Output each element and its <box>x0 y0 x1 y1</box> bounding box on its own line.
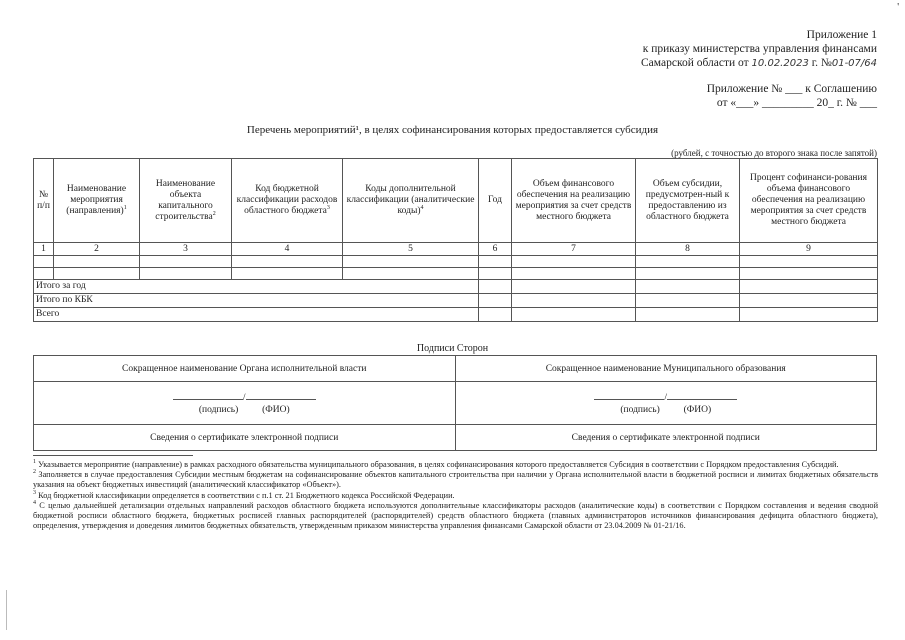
column-header <box>232 159 343 243</box>
signatures-table <box>33 355 877 451</box>
column-header <box>34 159 54 243</box>
footnote-text: Указывается мероприятие (направление) в рамках расходного обязательства муниципального образования, в целях софинансирования которого предоставляется Субсидия в соответствии с Порядком предоставления Субсидий. <box>38 460 839 469</box>
total-row <box>34 280 878 294</box>
header-line2: к приказу министерства управления финансами <box>642 43 877 55</box>
table-number-row <box>34 243 878 256</box>
footnote-number: 4 <box>33 500 36 507</box>
column-header-text: Год <box>488 195 502 205</box>
footnote-text: С целью дальнейшей детализации отдельных направлений расходов областного бюджета используются дополнительные классификаторы расходов (аналитические коды) в соответствии с Порядком составления и ведения сводной бюджетной росписи областного бюджета, бюджетных росписей главных распорядителей (распорядителей) средств областного бюджета (главных администраторов источников финансирования дефицита областного бюджета), определения, утверждения и доведения лимитов бюджетных обязательств, утвержденным приказом министерства управления финансами Самарской области от 23.04.2009 № 01-21/16. <box>33 500 879 531</box>
total-year-label: Итого за год <box>34 280 479 294</box>
column-number: 4 <box>232 243 343 256</box>
footnote-ref: 4 <box>420 204 424 211</box>
right-party-header: Сокращенное наименование Муниципального образования <box>455 356 877 382</box>
signature-line <box>594 391 664 400</box>
column-number: 8 <box>636 243 740 256</box>
page-edge <box>6 590 7 630</box>
column-header-text: Наименование объекта капитального строительства <box>155 178 216 222</box>
table-row <box>34 256 878 268</box>
column-number: 3 <box>140 243 232 256</box>
footnote <box>33 501 878 532</box>
fio-line <box>246 391 316 400</box>
column-header-text: Наименование мероприятия (направления) <box>66 184 127 216</box>
column-header <box>54 159 140 243</box>
measures-table <box>33 158 878 322</box>
signatures-title: Подписи Сторон <box>416 343 489 354</box>
footnote <box>33 491 878 501</box>
page-title: Перечень мероприятий¹, в целях софинансирования которых предоставляется субсидия <box>246 124 659 136</box>
left-cert-info: Сведения о сертификате электронной подписи <box>34 425 456 451</box>
agreement-appendix <box>707 82 877 110</box>
footnote-ref: 1 <box>123 204 127 211</box>
appendix-line1: Приложение № ___ к Соглашению <box>706 83 877 95</box>
column-header <box>343 159 479 243</box>
table-row <box>34 268 878 280</box>
column-header-text: Код бюджетной классификации расходов областного бюджета <box>236 184 338 216</box>
column-number: 9 <box>740 243 878 256</box>
footnote <box>33 460 878 470</box>
footnote-text: Код бюджетной классификации определяется в соответствии с п.1 ст. 21 Бюджетного кодекса Российской Федерации. <box>38 490 455 500</box>
handwritten-date: 10.02.2023 <box>751 58 809 69</box>
column-number: 5 <box>343 243 479 256</box>
right-cert-info: Сведения о сертификате электронной подписи <box>455 425 877 451</box>
sign-label: (подпись) <box>620 405 660 415</box>
appendix-line2: от «___» _________ 20_ г. № ___ <box>716 97 877 109</box>
footnote-divider <box>33 455 193 456</box>
column-header-text: № п/п <box>37 189 50 211</box>
right-signature-cell <box>455 382 877 425</box>
footnotes <box>33 460 878 531</box>
column-header-text: Коды дополнительной классификации (аналитические коды) <box>346 184 475 216</box>
column-header <box>479 159 512 243</box>
column-header <box>512 159 636 243</box>
approval-header <box>641 28 877 71</box>
fio-line <box>667 391 737 400</box>
total-kbk-label: Итого по КБК <box>34 294 479 308</box>
total-row <box>34 308 878 322</box>
corner-mark: ' <box>897 2 899 13</box>
left-signature-cell <box>34 382 456 425</box>
footnote-text: Заполняется в случае предоставления Субсидии местным бюджетам на софинансирование объектов капитального строительства при наличии у Органа исполнительной власти в бюджетной росписи и лимитах бюджетных обязательств указания на объект бюджетных инвестиций (аналитический классификатор «Объект»). <box>33 470 878 490</box>
table-header-row <box>34 159 878 243</box>
sign-label: (подпись) <box>198 405 239 415</box>
column-header-text: Объем субсидии, предусмотрен-ный к предоставлению из областного бюджета <box>645 178 730 222</box>
total-row <box>34 294 878 308</box>
footnote-number: 2 <box>33 469 36 476</box>
footnote-ref: 3 <box>326 204 330 211</box>
signature-line <box>173 391 243 400</box>
slash: / <box>242 393 246 403</box>
footnote-number: 3 <box>33 489 36 496</box>
column-number: 2 <box>54 243 140 256</box>
column-header-text: Процент софинанси-рования объема финансового обеспечения на реализацию мероприятия за счет средств местного бюджета <box>750 173 867 227</box>
column-number: 1 <box>34 243 54 256</box>
handwritten-number: 01-07/64 <box>831 58 877 69</box>
column-header <box>740 159 878 243</box>
slash: / <box>664 393 668 403</box>
units-note: (рублей, с точностью до второго знака после запятой) <box>671 148 877 158</box>
column-number: 7 <box>512 243 636 256</box>
column-header <box>140 159 232 243</box>
header-line3-prefix: Самарской области от <box>641 57 749 69</box>
column-header-text: Объем финансового обеспечения на реализацию мероприятия за счет средств местного бюджета <box>515 178 632 222</box>
footnote-number: 1 <box>33 459 36 466</box>
header-line3-mid: г. № <box>811 57 832 69</box>
total-all-label: Всего <box>34 308 479 322</box>
column-header <box>636 159 740 243</box>
column-number: 6 <box>479 243 512 256</box>
header-line1: Приложение 1 <box>806 29 877 41</box>
left-party-header: Сокращенное наименование Органа исполнительной власти <box>34 356 456 382</box>
footnote <box>33 470 878 490</box>
fio-label: (ФИО) <box>683 405 712 415</box>
header-line3 <box>641 56 877 71</box>
fio-label: (ФИО) <box>262 405 290 415</box>
footnote-ref: 2 <box>212 210 216 217</box>
